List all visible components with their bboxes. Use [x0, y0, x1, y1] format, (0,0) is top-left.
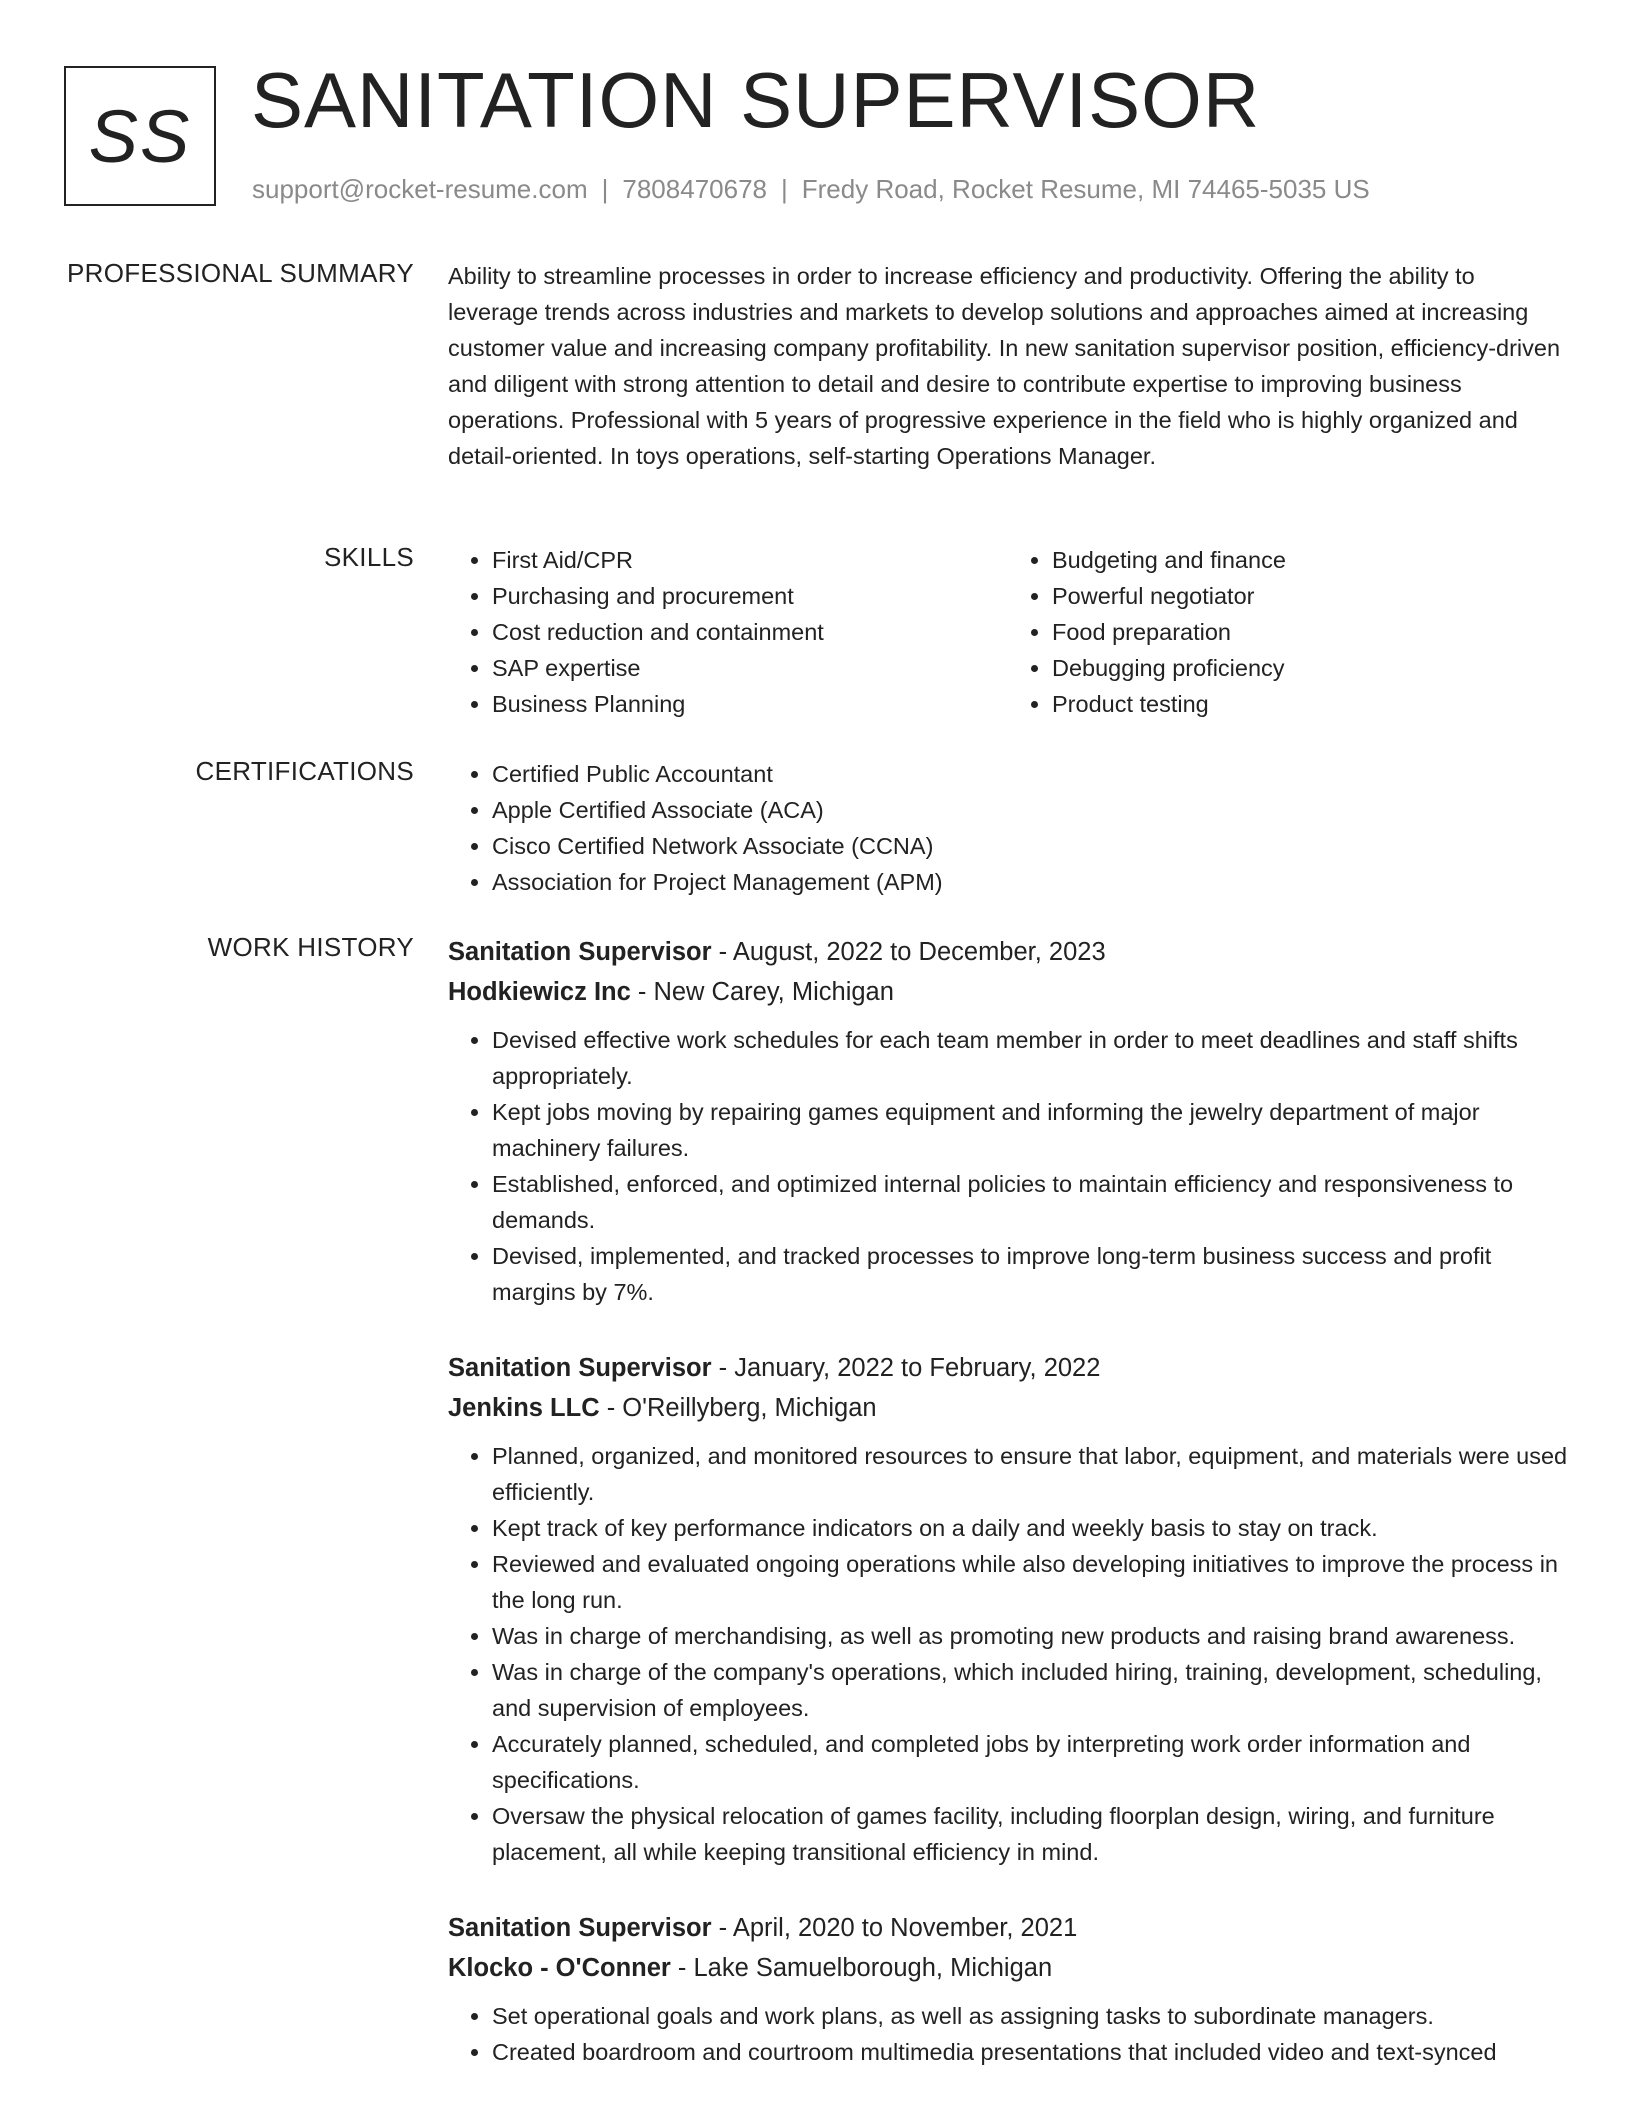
- skill-item: • Business Planning: [492, 686, 1008, 722]
- job-bullet: • Reviewed and evaluated ongoing operations while also developing initiatives to improve the process in the long run.: [492, 1546, 1568, 1618]
- job-entry: [448, 932, 1568, 1310]
- skill-item: • Product testing: [1052, 686, 1568, 722]
- section-label-work-history: WORK HISTORY: [207, 932, 414, 962]
- job-company-line: [448, 1388, 1568, 1428]
- contact-separator: |: [781, 174, 788, 204]
- job-bullet: • Was in charge of merchandising, as well as promoting new products and raising brand awareness.: [492, 1618, 1568, 1654]
- skill-item: • Powerful negotiator: [1052, 578, 1568, 614]
- skill-item: • First Aid/CPR: [492, 542, 1008, 578]
- certification-item: • Cisco Certified Network Associate (CCNA): [492, 828, 1568, 864]
- summary-body: [448, 258, 1568, 474]
- job-bullet: • Created boardroom and courtroom multimedia presentations that included video and text-synced: [492, 2034, 1568, 2070]
- skill-item: • Purchasing and procurement: [492, 578, 1008, 614]
- job-title-line: [448, 1348, 1568, 1388]
- skill-item: • Debugging proficiency: [1052, 650, 1568, 686]
- certifications-body: [448, 756, 1568, 900]
- job-dates: - August, 2022 to December, 2023: [711, 938, 1106, 966]
- job-bullet: • Devised, implemented, and tracked processes to improve long-term business success and profit margins by 7%.: [492, 1238, 1568, 1310]
- job-bullet: • Planned, organized, and monitored resources to ensure that labor, equipment, and materials were used efficiently.: [492, 1438, 1568, 1510]
- skill-item: • Budgeting and finance: [1052, 542, 1568, 578]
- skill-item: • SAP expertise: [492, 650, 1008, 686]
- job-entry: [448, 1908, 1568, 2070]
- job-company: Klocko - O'Conner: [448, 1954, 671, 1982]
- contact-separator: |: [601, 174, 609, 204]
- job-title-line: [448, 932, 1568, 972]
- job-bullet: • Oversaw the physical relocation of games facility, including floorplan design, wiring, and furniture placement, all while keeping transitional efficiency in mind.: [492, 1798, 1568, 1870]
- certifications-list: [448, 756, 1568, 900]
- monogram-badge: [64, 66, 216, 206]
- contact-phone[interactable]: 7808470678: [622, 174, 767, 204]
- section-label-skills: SKILLS: [324, 542, 414, 572]
- job-bullet: • Kept jobs moving by repairing games equipment and informing the jewelry department of major machinery failures.: [492, 1094, 1568, 1166]
- job-bullet: • Devised effective work schedules for each team member in order to meet deadlines and staff shifts appropriately.: [492, 1022, 1568, 1094]
- job-bullet: • Established, enforced, and optimized internal policies to maintain efficiency and responsiveness to demands.: [492, 1166, 1568, 1238]
- section-label-certifications: CERTIFICATIONS: [195, 756, 414, 786]
- job-company-line: [448, 972, 1568, 1012]
- monogram-initials: SS: [88, 94, 192, 178]
- job-bullets: [448, 1438, 1568, 1870]
- summary-text: Ability to streamline processes in order to increase efficiency and productivity. Offering the ability to leverage trends across industries and markets to develop solutions and approaches aimed at increasing customer value and increasing company profitability. In new sanitation supervisor position, efficiency-driven and diligent with strong attention to detail and desire to contribute expertise to improving business operations. Professional with 5 years of progressive experience in the field who is highly organized and detail-oriented. In toys operations, self-starting Operations Manager.: [448, 263, 1561, 469]
- skills-list-left: [448, 542, 1008, 722]
- job-location: - O'Reillyberg, Michigan: [599, 1394, 877, 1422]
- job-bullet: • Kept track of key performance indicators on a daily and weekly basis to stay on track.: [492, 1510, 1568, 1546]
- section-label-summary: PROFESSIONAL SUMMARY: [67, 258, 414, 288]
- job-dates: - January, 2022 to February, 2022: [711, 1354, 1101, 1382]
- skill-item: • Cost reduction and containment: [492, 614, 1008, 650]
- job-title: Sanitation Supervisor: [448, 938, 712, 966]
- job-company-line: [448, 1948, 1568, 1988]
- skills-list-right: [1008, 542, 1568, 722]
- job-location: - Lake Samuelborough, Michigan: [670, 1954, 1053, 1982]
- job-title: Sanitation Supervisor: [448, 1354, 712, 1382]
- job-company: Hodkiewicz Inc: [448, 978, 631, 1006]
- job-bullets: [448, 1022, 1568, 1310]
- job-company: Jenkins LLC: [448, 1394, 600, 1422]
- skills-body: [448, 542, 1568, 722]
- certification-item: • Certified Public Accountant: [492, 756, 1568, 792]
- work-history-body: [448, 932, 1568, 2108]
- skill-item: • Food preparation: [1052, 614, 1568, 650]
- job-bullet: • Set operational goals and work plans, as well as assigning tasks to subordinate managers.: [492, 1998, 1568, 2034]
- job-location: - New Carey, Michigan: [630, 978, 894, 1006]
- job-entry: [448, 1348, 1568, 1870]
- resume-title: SANITATION SUPERVISOR: [251, 56, 1261, 144]
- job-title: Sanitation Supervisor: [448, 1914, 712, 1942]
- job-bullets: [448, 1998, 1568, 2070]
- job-bullet: • Accurately planned, scheduled, and completed jobs by interpreting work order information and specifications.: [492, 1726, 1568, 1798]
- contact-line: [252, 174, 1370, 205]
- certification-item: • Apple Certified Associate (ACA): [492, 792, 1568, 828]
- certification-item: • Association for Project Management (APM): [492, 864, 1568, 900]
- job-dates: - April, 2020 to November, 2021: [711, 1914, 1078, 1942]
- contact-address: Fredy Road, Rocket Resume, MI 74465-5035 US: [801, 174, 1370, 204]
- contact-email[interactable]: support@rocket-resume.com: [252, 174, 588, 204]
- job-bullet: • Was in charge of the company's operations, which included hiring, training, development, scheduling, and supervision of employees.: [492, 1654, 1568, 1726]
- job-title-line: [448, 1908, 1568, 1948]
